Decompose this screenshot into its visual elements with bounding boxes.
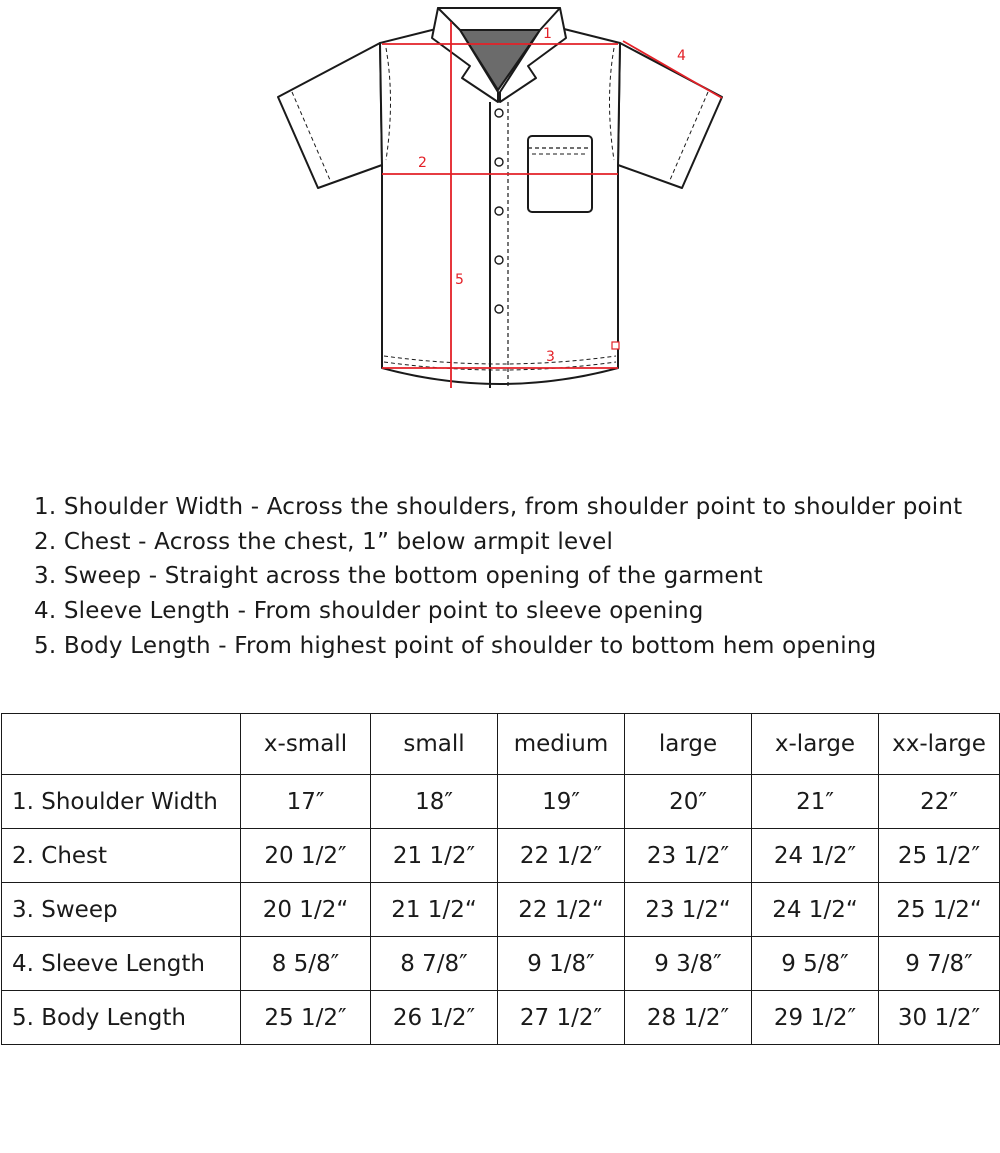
table-row — [2, 937, 1000, 991]
row-label: 4. Sleeve Length — [2, 937, 241, 991]
header-cell-small: small — [371, 714, 498, 775]
table-cell: 27 1/2″ — [498, 991, 625, 1045]
table-cell: 30 1/2″ — [879, 991, 1000, 1045]
table-cell: 26 1/2″ — [371, 991, 498, 1045]
button — [495, 305, 503, 313]
measure-label-4: 4 — [677, 48, 686, 64]
button — [495, 158, 503, 166]
table-cell: 22″ — [879, 775, 1000, 829]
measurement-item — [34, 559, 984, 594]
table-cell: 9 5/8″ — [752, 937, 879, 991]
header-cell-x-large: x-large — [752, 714, 879, 775]
table-cell: 20″ — [625, 775, 752, 829]
measurement-text: Body Length - From highest point of shoulder to bottom hem opening — [63, 632, 877, 659]
header-cell-large: large — [625, 714, 752, 775]
table-cell: 8 5/8″ — [241, 937, 371, 991]
measurement-text: Chest - Across the chest, 1” below armpit level — [63, 528, 614, 555]
table-cell: 9 7/8″ — [879, 937, 1000, 991]
table-cell: 25 1/2″ — [241, 991, 371, 1045]
table-cell: 21 1/2″ — [371, 829, 498, 883]
measurement-definitions — [34, 490, 984, 664]
header-cell-empty — [2, 714, 241, 775]
table-cell: 25 1/2″ — [879, 829, 1000, 883]
table-cell: 8 7/8″ — [371, 937, 498, 991]
measure-label-5: 5 — [455, 272, 464, 288]
table-cell: 23 1/2“ — [625, 883, 752, 937]
row-label: 5. Body Length — [2, 991, 241, 1045]
table-row — [2, 775, 1000, 829]
measurement-item — [34, 525, 984, 560]
table-cell: 9 3/8″ — [625, 937, 752, 991]
table-cell: 19″ — [498, 775, 625, 829]
measurement-text: Shoulder Width - Across the shoulders, from shoulder point to shoulder point — [63, 494, 963, 520]
header-cell-medium: medium — [498, 714, 625, 775]
table-header-row — [2, 714, 1000, 775]
table-cell: 17″ — [241, 775, 371, 829]
header-cell-x-small: x-small — [241, 714, 371, 775]
measurement-number: 2. — [34, 528, 57, 555]
table-cell: 28 1/2″ — [625, 991, 752, 1045]
measurement-item — [34, 594, 984, 629]
button — [495, 109, 503, 117]
care-tag — [612, 342, 619, 349]
table-cell: 22 1/2″ — [498, 829, 625, 883]
table-cell: 21 1/2“ — [371, 883, 498, 937]
shirt-measurement-diagram — [0, 0, 1000, 400]
table-cell: 9 1/8″ — [498, 937, 625, 991]
table-cell: 18″ — [371, 775, 498, 829]
table-cell: 24 1/2“ — [752, 883, 879, 937]
measurement-number: 1. — [34, 494, 57, 520]
measurement-text: Sweep - Straight across the bottom opening of the garment — [63, 563, 763, 590]
row-label: 3. Sweep — [2, 883, 241, 937]
header-cell-xx-large: xx-large — [879, 714, 1000, 775]
left-sleeve — [278, 43, 382, 188]
table-cell: 24 1/2″ — [752, 829, 879, 883]
table-cell: 22 1/2“ — [498, 883, 625, 937]
right-sleeve — [618, 43, 722, 188]
measurement-item — [34, 490, 984, 525]
table-cell: 25 1/2“ — [879, 883, 1000, 937]
row-label: 1. Shoulder Width — [2, 775, 241, 829]
measurement-text: Sleeve Length - From shoulder point to sleeve opening — [63, 598, 704, 625]
table-cell: 21″ — [752, 775, 879, 829]
table-cell: 29 1/2″ — [752, 991, 879, 1045]
table-row — [2, 991, 1000, 1045]
button — [495, 207, 503, 215]
table-row — [2, 883, 1000, 937]
measurement-number: 5. — [34, 632, 57, 659]
table-cell: 20 1/2″ — [241, 829, 371, 883]
measurement-number: 3. — [34, 563, 57, 590]
measure-label-2: 2 — [418, 155, 427, 171]
button — [495, 256, 503, 264]
table-cell: 23 1/2″ — [625, 829, 752, 883]
measurement-item — [34, 629, 984, 664]
size-chart-table — [1, 713, 1000, 1045]
table-cell: 20 1/2“ — [241, 883, 371, 937]
measure-label-1: 1 — [543, 26, 552, 42]
row-label: 2. Chest — [2, 829, 241, 883]
table-row — [2, 829, 1000, 883]
measure-label-3: 3 — [546, 349, 555, 365]
measurement-number: 4. — [34, 598, 57, 625]
